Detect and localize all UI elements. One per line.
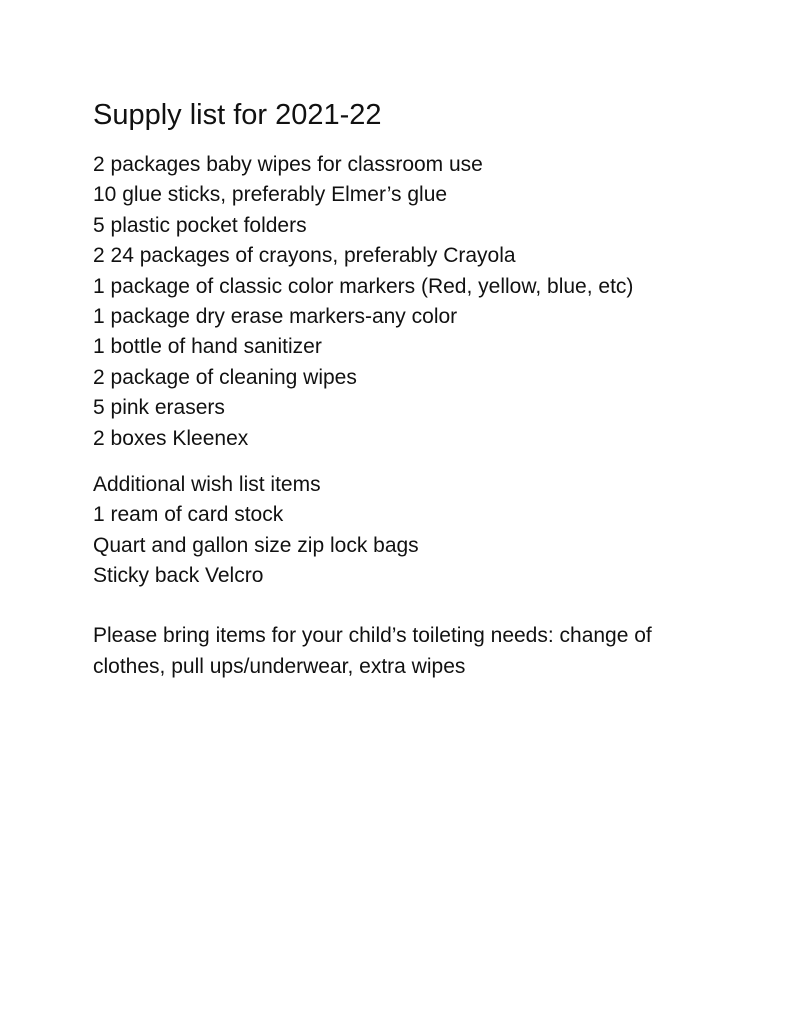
supply-list [93, 150, 633, 454]
wish-list [93, 470, 419, 592]
supply-item: 10 glue sticks, preferably Elmer’s glue [93, 183, 448, 207]
supply-item: 2 packages baby wipes for classroom use [93, 153, 483, 176]
wish-list-item: Sticky back Velcro [93, 564, 264, 588]
wish-list-heading: Additional wish list items [93, 473, 321, 496]
supply-item: 1 bottle of hand sanitizer [93, 335, 322, 359]
page-title: Supply list for 2021-22 [93, 99, 382, 131]
supply-item: 2 boxes Kleenex [93, 426, 249, 450]
toileting-note: Please bring items for your child’s toileting needs: change of clothes, pull ups/underwear, extra wipes [93, 624, 652, 678]
supply-item: 1 package dry erase markers-any color [93, 304, 458, 328]
wish-list-item: Quart and gallon size zip lock bags [93, 533, 419, 557]
wish-list-item: 1 ream of card stock [93, 503, 284, 527]
supply-item: 2 package of cleaning wipes [93, 365, 357, 389]
supply-item: 2 24 packages of crayons, preferably Crayola [93, 244, 516, 268]
supply-item: 5 pink erasers [93, 396, 225, 420]
supply-item: 1 package of classic color markers (Red, yellow, blue, etc) [93, 274, 634, 298]
supply-item: 5 plastic pocket folders [93, 213, 307, 237]
